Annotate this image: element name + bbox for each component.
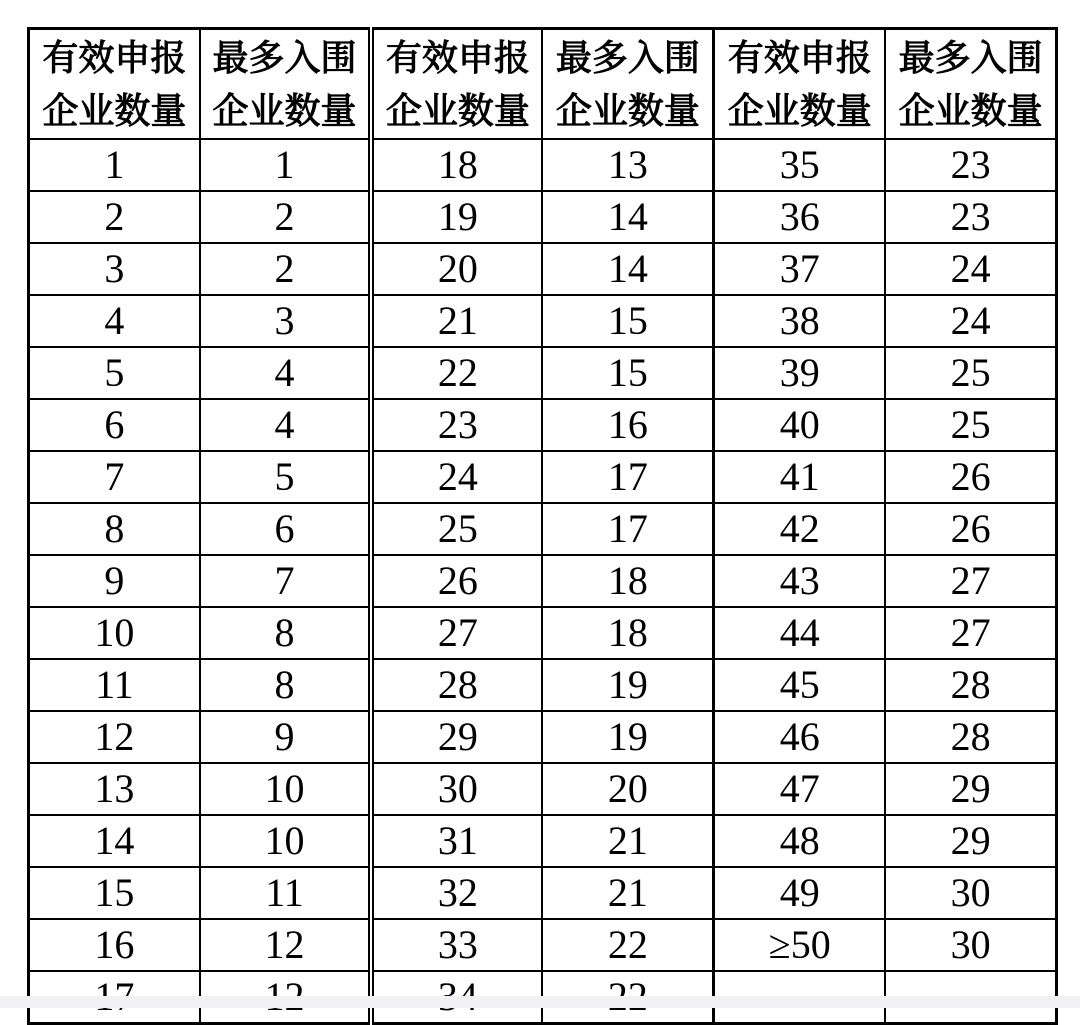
table-cell: 4 — [200, 347, 371, 399]
table-row — [29, 919, 1057, 971]
table-cell: 22 — [371, 347, 542, 399]
table-cell: 18 — [542, 555, 713, 607]
table-cell: 1 — [200, 139, 371, 191]
table-cell: 4 — [200, 399, 371, 451]
header-line: 最多入围 — [555, 36, 700, 78]
table-cell: 17 — [542, 503, 713, 555]
table-cell: 18 — [542, 607, 713, 659]
table-cell: 8 — [29, 503, 200, 555]
table-row — [29, 815, 1057, 867]
table-cell: 7 — [200, 555, 371, 607]
table-cell: 13 — [29, 763, 200, 815]
table-cell: 13 — [542, 139, 713, 191]
table-cell: ≥50 — [714, 919, 885, 971]
table-cell: 10 — [200, 815, 371, 867]
table-cell: 6 — [200, 503, 371, 555]
header-cell-valid-applicants-2 — [371, 29, 542, 139]
table-cell: 28 — [885, 711, 1056, 763]
table-cell: 43 — [714, 555, 885, 607]
table-cell: 19 — [542, 659, 713, 711]
table-cell: 26 — [885, 503, 1056, 555]
table-cell: 14 — [29, 815, 200, 867]
table-row — [29, 191, 1057, 243]
table-cell: 27 — [885, 555, 1056, 607]
table-cell: 21 — [371, 295, 542, 347]
table-cell: 3 — [200, 295, 371, 347]
table-cell: 39 — [714, 347, 885, 399]
table-cell: 47 — [714, 763, 885, 815]
table-cell: 12 — [29, 711, 200, 763]
table-cell: 42 — [714, 503, 885, 555]
table-row — [29, 399, 1057, 451]
table-cell: 21 — [542, 815, 713, 867]
table-cell: 9 — [29, 555, 200, 607]
table-cell: 29 — [371, 711, 542, 763]
table-cell: 19 — [542, 711, 713, 763]
table-cell: 12 — [200, 919, 371, 971]
table-cell: 37 — [714, 243, 885, 295]
table-cell: 15 — [29, 867, 200, 919]
table-cell: 24 — [885, 295, 1056, 347]
header-cell-valid-applicants-1 — [29, 29, 200, 139]
table-cell: 5 — [29, 347, 200, 399]
table-cell: 11 — [200, 867, 371, 919]
table-cell: 30 — [885, 867, 1056, 919]
header-cell-valid-applicants-3 — [714, 29, 885, 139]
table-row — [29, 347, 1057, 399]
table-cell: 19 — [371, 191, 542, 243]
table-body — [29, 139, 1057, 1024]
table-cell: 24 — [371, 451, 542, 503]
table-cell: 14 — [542, 191, 713, 243]
table-row — [29, 555, 1057, 607]
table-cell: 24 — [885, 243, 1056, 295]
table-cell: 20 — [542, 763, 713, 815]
table-cell: 30 — [371, 763, 542, 815]
header-line: 企业数量 — [212, 89, 357, 131]
table-cell: 10 — [200, 763, 371, 815]
table-cell: 29 — [885, 763, 1056, 815]
header-row — [29, 29, 1057, 139]
header-cell-max-shortlisted-2 — [542, 29, 713, 139]
table-cell: 18 — [371, 139, 542, 191]
table-cell: 44 — [714, 607, 885, 659]
table-cell: 21 — [542, 867, 713, 919]
table-cell: 2 — [200, 191, 371, 243]
table-cell: 48 — [714, 815, 885, 867]
table-cell: 20 — [371, 243, 542, 295]
table-cell: 28 — [885, 659, 1056, 711]
table-header — [29, 29, 1057, 139]
table-cell: 8 — [200, 659, 371, 711]
table-cell: 5 — [200, 451, 371, 503]
header-cell-max-shortlisted-3 — [885, 29, 1056, 139]
table-row — [29, 607, 1057, 659]
table-cell: 26 — [885, 451, 1056, 503]
header-line: 有效申报 — [385, 36, 530, 78]
table-cell: 27 — [371, 607, 542, 659]
header-cell-max-shortlisted-1 — [200, 29, 371, 139]
table-cell: 25 — [371, 503, 542, 555]
table-cell: 40 — [714, 399, 885, 451]
table-row — [29, 503, 1057, 555]
table-row — [29, 659, 1057, 711]
page-bottom-strip — [0, 996, 1080, 1008]
table-cell: 17 — [542, 451, 713, 503]
table-cell: 29 — [885, 815, 1056, 867]
table-cell: 6 — [29, 399, 200, 451]
table-cell: 8 — [200, 607, 371, 659]
header-line: 最多入围 — [898, 36, 1043, 78]
table-row — [29, 451, 1057, 503]
table-cell: 9 — [200, 711, 371, 763]
table-cell: 49 — [714, 867, 885, 919]
table-cell: 46 — [714, 711, 885, 763]
table-cell: 14 — [542, 243, 713, 295]
header-line: 企业数量 — [727, 89, 872, 131]
table-cell: 36 — [714, 191, 885, 243]
table-row — [29, 243, 1057, 295]
header-line: 有效申报 — [727, 36, 872, 78]
table-cell: 15 — [542, 347, 713, 399]
table-row — [29, 295, 1057, 347]
table-cell: 16 — [29, 919, 200, 971]
header-line: 有效申报 — [42, 36, 187, 78]
table-cell: 22 — [542, 919, 713, 971]
table-row — [29, 711, 1057, 763]
table-cell: 10 — [29, 607, 200, 659]
table-cell: 32 — [371, 867, 542, 919]
enterprise-quota-table — [27, 27, 1058, 1025]
table-cell: 3 — [29, 243, 200, 295]
table-cell: 2 — [29, 191, 200, 243]
table-cell: 26 — [371, 555, 542, 607]
table-cell: 28 — [371, 659, 542, 711]
table-cell: 35 — [714, 139, 885, 191]
table-row — [29, 867, 1057, 919]
table-cell: 41 — [714, 451, 885, 503]
table-row — [29, 139, 1057, 191]
table-cell: 16 — [542, 399, 713, 451]
table-cell: 31 — [371, 815, 542, 867]
header-line: 最多入围 — [212, 36, 357, 78]
table-cell: 1 — [29, 139, 200, 191]
table-cell: 4 — [29, 295, 200, 347]
table-cell: 45 — [714, 659, 885, 711]
header-line: 企业数量 — [555, 89, 700, 131]
table-cell: 30 — [885, 919, 1056, 971]
table-cell: 25 — [885, 399, 1056, 451]
header-line: 企业数量 — [42, 89, 187, 131]
header-line: 企业数量 — [898, 89, 1043, 131]
table-row — [29, 763, 1057, 815]
table-cell: 23 — [371, 399, 542, 451]
table-cell: 27 — [885, 607, 1056, 659]
table-cell: 2 — [200, 243, 371, 295]
header-line: 企业数量 — [385, 89, 530, 131]
table-cell: 23 — [885, 139, 1056, 191]
table-cell: 11 — [29, 659, 200, 711]
table-cell: 33 — [371, 919, 542, 971]
table-cell: 38 — [714, 295, 885, 347]
table-cell: 15 — [542, 295, 713, 347]
table-cell: 7 — [29, 451, 200, 503]
table-cell: 25 — [885, 347, 1056, 399]
table-cell: 23 — [885, 191, 1056, 243]
